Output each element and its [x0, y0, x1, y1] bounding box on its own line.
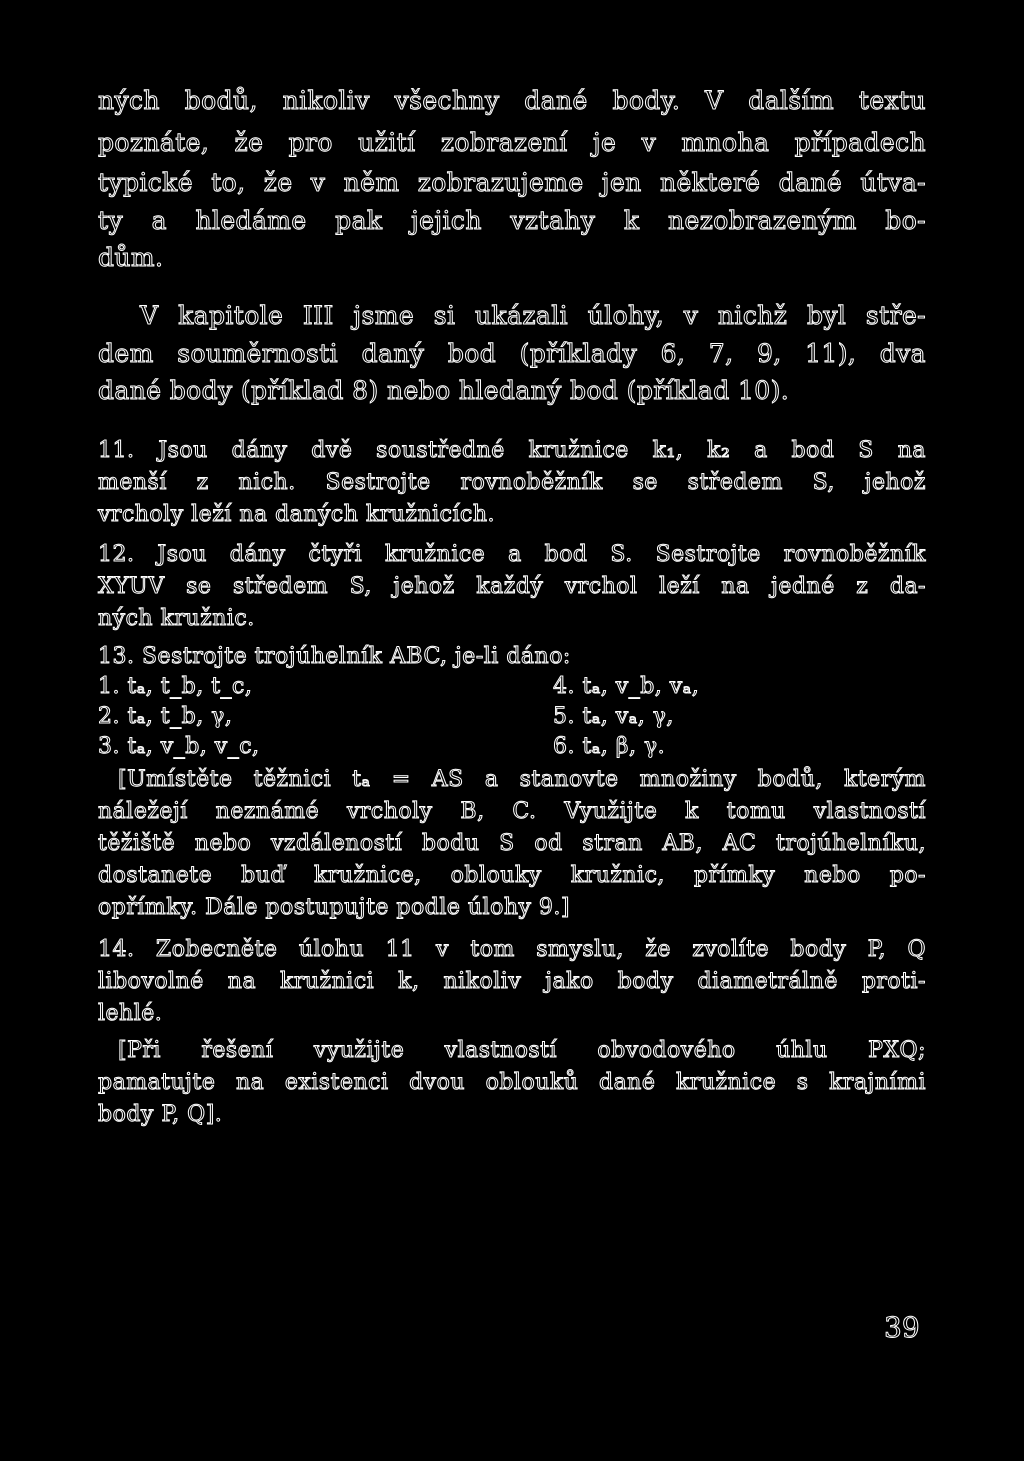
- task-14-hint-line-3: body P, Q].: [98, 1102, 223, 1127]
- chapter-note-line-1: V kapitole III jsme si ukázali úlohy, v nichž byl stře-: [140, 301, 926, 330]
- task-13-hint-line-1: [Umístěte těžnici tₐ = AS a stanovte množiny bodů, kterým: [118, 767, 926, 792]
- task-13-item-6: 6. tₐ, β, γ.: [553, 734, 666, 759]
- intro-line-3: typické to, že v něm zobrazujeme jen některé dané útva-: [98, 168, 926, 197]
- task-14-line-3: lehlé.: [98, 1001, 163, 1026]
- intro-line-2: poznáte, že pro užití zobrazení je v mnoha případech: [98, 128, 926, 157]
- intro-line-1: ných bodů, nikoliv všechny dané body. V dalším textu: [98, 86, 926, 115]
- task-14-hint-line-2: pamatujte na existenci dvou oblouků dané kružnice s krajními: [98, 1070, 926, 1095]
- task-11-line-3: vrcholy leží na daných kružnicích.: [98, 502, 496, 527]
- task-13-item-4: 4. tₐ, v_b, vₐ,: [553, 674, 700, 699]
- intro-line-5: dům.: [98, 243, 164, 272]
- task-13-hint-line-2: náležejí neznámé vrcholy B, C. Využijte k tomu vlastností: [98, 799, 926, 824]
- task-13-item-2: 2. tₐ, t_b, γ,: [98, 704, 233, 729]
- task-14-hint-line-1: [Při řešení využijte vlastností obvodového úhlu PXQ;: [118, 1038, 926, 1063]
- page-number: 39: [884, 1311, 920, 1344]
- task-12-line-3: ných kružnic.: [98, 606, 255, 631]
- chapter-note-line-2: dem souměrnosti daný bod (příklady 6, 7, 9, 11), dva: [98, 339, 926, 368]
- task-13-hint-line-4: dostanete buď kružnice, oblouky kružnic, přímky nebo po-: [98, 863, 926, 888]
- task-13-item-5: 5. tₐ, vₐ, γ,: [553, 704, 674, 729]
- chapter-note-line-3: dané body (příklad 8) nebo hledaný bod (příklad 10).: [98, 376, 790, 405]
- task-12-line-1: 12. Jsou dány čtyři kružnice a bod S. Sestrojte rovnoběžník: [98, 542, 926, 567]
- task-13-hint-line-5: opřímky. Dále postupujte podle úlohy 9.]: [98, 895, 570, 920]
- task-14-line-1: 14. Zobecněte úlohu 11 v tom smyslu, že zvolíte body P, Q: [98, 937, 926, 962]
- intro-line-4: ty a hledáme pak jejich vztahy k nezobrazeným bo-: [98, 206, 926, 235]
- task-11-line-1: 11. Jsou dány dvě soustředné kružnice k₁, k₂ a bod S na: [98, 438, 926, 463]
- task-12-line-2: XYUV se středem S, jehož každý vrchol leží na jedné z da-: [98, 574, 926, 599]
- task-14-line-2: libovolné na kružnici k, nikoliv jako body diametrálně proti-: [98, 969, 926, 994]
- task-13-intro: 13. Sestrojte trojúhelník ABC, je-li dáno:: [98, 644, 571, 669]
- task-13-item-1: 1. tₐ, t_b, t_c,: [98, 674, 253, 699]
- task-13-hint-line-3: těžiště nebo vzdáleností bodu S od stran AB, AC trojúhelníku,: [98, 831, 926, 856]
- task-13-item-3: 3. tₐ, v_b, v_c,: [98, 734, 260, 759]
- task-11-line-2: menší z nich. Sestrojte rovnoběžník se středem S, jehož: [98, 470, 926, 495]
